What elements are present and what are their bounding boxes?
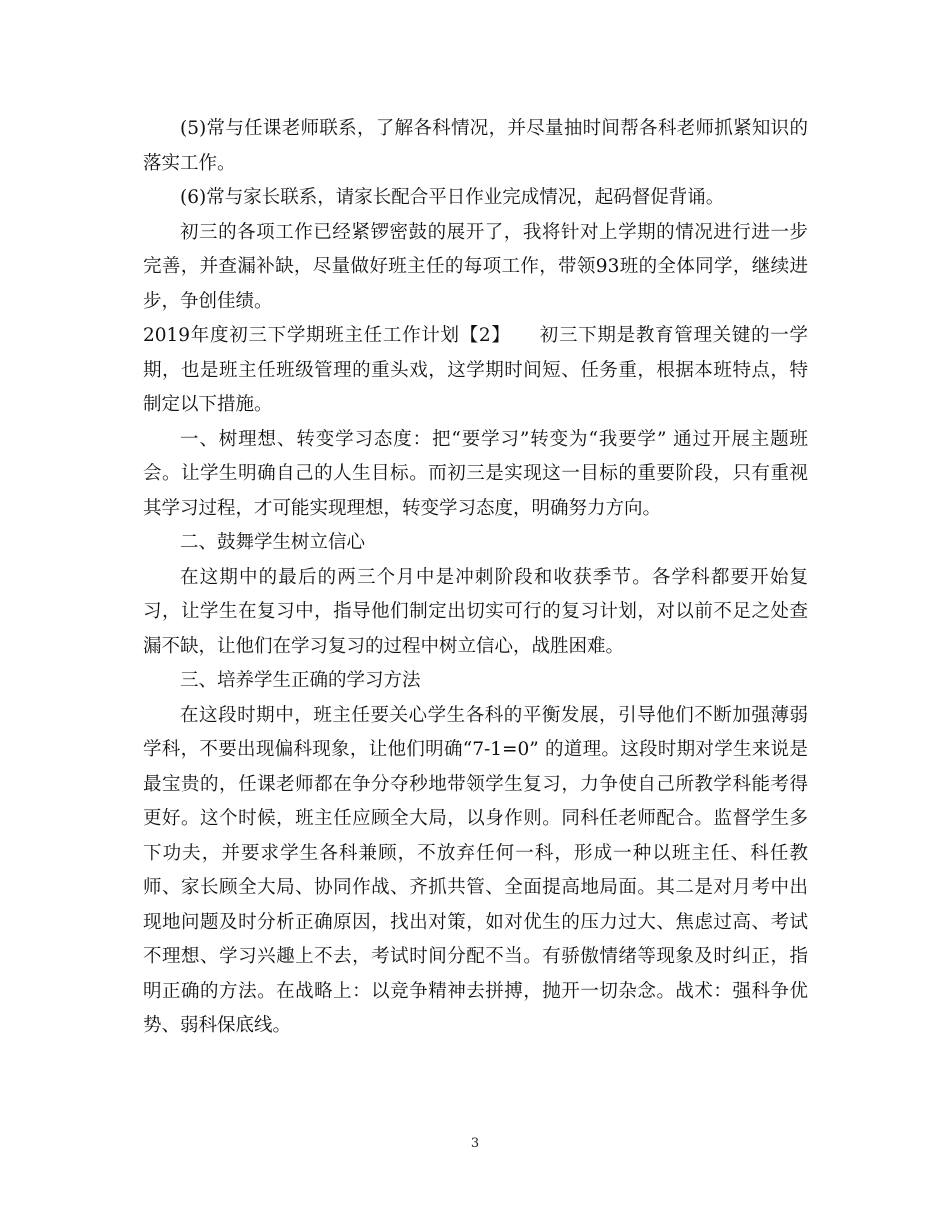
paragraph-summary: 初三的各项工作已经紧锣密鼓的展开了，我将针对上学期的情况进行进一步完善，并查漏补缺，尽量做好班主任的每项工作，带领93班的全体同学，继续进步，争创佳绩。 bbox=[143, 221, 808, 312]
section-heading-two: 二、鼓舞学生树立信心 bbox=[180, 532, 366, 553]
paragraph-contact-parents: (6)常与家长联系，请家长配合平日作业完成情况，起码督促背诵。 bbox=[180, 187, 725, 208]
paragraph-plan-title: 2019年度初三下学期班主任工作计划【2】 初三下期是教育管理关键的一学期，也是班主任班级管理的重头戏，这学期时间短、任务重，根据本班特点，特制定以下措施。 bbox=[143, 325, 808, 415]
paragraph-section-three: 在这段时期中，班主任要关心学生各科的平衡发展，引导他们不断加强薄弱学科，不要出现偏科现象，让他们明确“7-1=0” 的道理。这段时期对学生来说是最宝贵的，任课老师都在争分夺秒地带领学生复习，力争使自己所教学科能考得更好。这个时候，班主任应顾全大局，以身作则。同科任老师配合。监督学生多下功夫，并要求学生各科兼顾，不放弃任何一科，形成一种以班主任、科任教师、家长顾全大局、协同作战、齐抓共管、全面提高地局面。其二是对月考中出现地问题及时分析正确原因，找出对策，如对优生的压力过大、焦虑过高、考试不理想、学习兴趣上不去，考试时间分配不当。有骄傲情绪等现象及时纠正，指明正确的方法。在战略上：以竞争精神去拼搏，抛开一切杂念。战术：强科争优势、弱科保底线。 bbox=[143, 704, 808, 1036]
paragraph-contact-teachers: (5)常与任课老师联系，了解各科情况，并尽量抽时间帮各科老师抓紧知识的落实工作。 bbox=[143, 118, 808, 174]
paragraph-section-two: 在这期中的最后的两三个月中是冲刺阶段和收获季节。各学科都要开始复习，让学生在复习中，指导他们制定出切实可行的复习计划，对以前不足之处查漏不缺，让他们在学习复习的过程中树立信心，战胜困难。 bbox=[143, 566, 808, 657]
paragraph-section-one: 一、树理想、转变学习态度：把“要学习”转变为“我要学” 通过开展主题班会。让学生明确自己的人生目标。而初三是实现这一目标的重要阶段，只有重视其学习过程，才可能实现理想，转变学习态度，明确努力方向。 bbox=[143, 428, 808, 519]
section-heading-three: 三、培养学生正确的学习方法 bbox=[180, 670, 421, 691]
page-number: 3 bbox=[470, 1136, 480, 1151]
document-body bbox=[143, 112, 808, 1044]
